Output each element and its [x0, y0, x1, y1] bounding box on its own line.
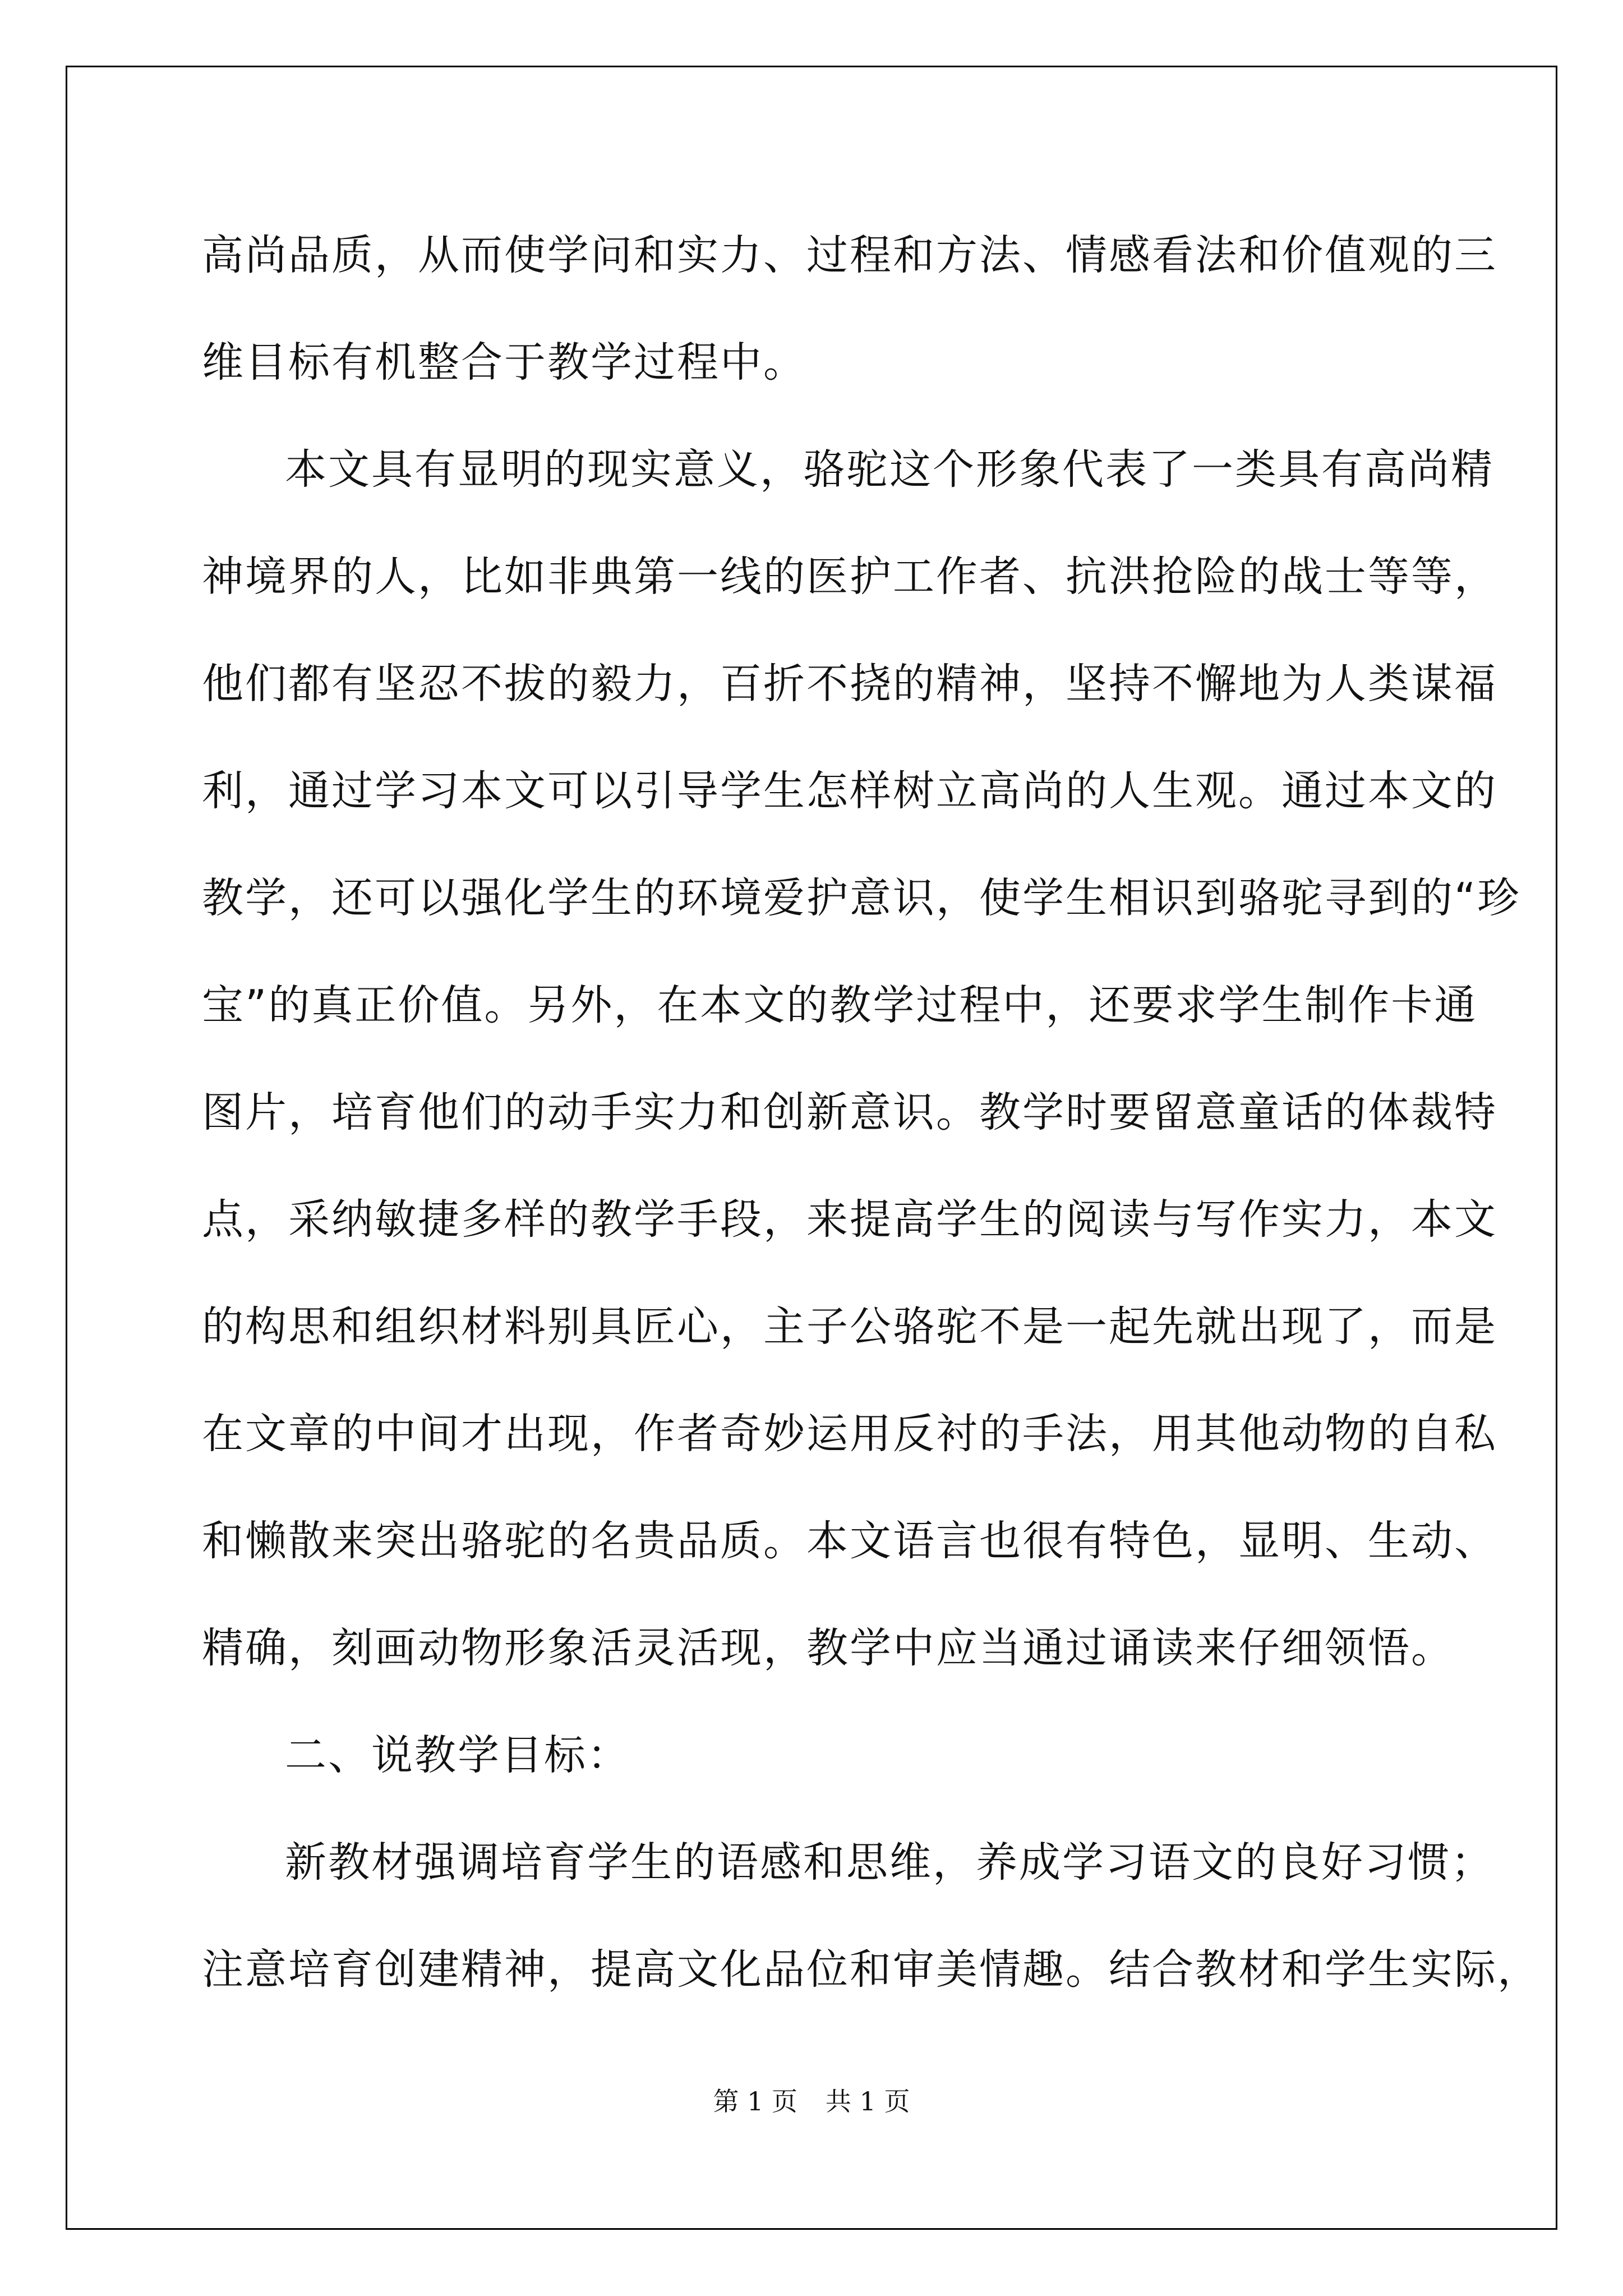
text-line: 宝”的真正价值。另外，在本文的教学过程中，还要求学生制作卡通 — [202, 981, 1478, 1029]
page-footer — [0, 2081, 1623, 2118]
text-line: 本文具有显明的现实意义，骆驼这个形象代表了一类具有高尚精 — [285, 445, 1494, 494]
document-body — [202, 202, 1541, 2023]
text-line: 的构思和组织材料别具匠心，主子公骆驼不是一起先就出现了，而是 — [202, 1303, 1497, 1351]
text-line: 教学，还可以强化学生的环境爱护意识，使学生相识到骆驼寻到的“珍 — [202, 874, 1521, 922]
text-line: 二、说教学目标： — [285, 1731, 630, 1779]
text-line: 新教材强调培育学生的语感和思维，养成学习语文的良好习惯； — [285, 1838, 1494, 1887]
text-line: 图片，培育他们的动手实力和创新意识。教学时要留意童话的体裁特 — [202, 1088, 1497, 1137]
text-line: 点，采纳敏捷多样的教学手段，来提高学生的阅读与写作实力，本文 — [202, 1195, 1497, 1244]
text-line: 他们都有坚忍不拔的毅力，百折不挠的精神，坚持不懈地为人类谋福 — [202, 660, 1497, 708]
text-line: 注意培育创建精神，提高文化品位和审美情趣。结合教材和学生实际， — [202, 1945, 1541, 1994]
text-line: 和懒散来突出骆驼的名贵品质。本文语言也很有特色，显明、生动、 — [202, 1517, 1497, 1565]
text-line: 精确，刻画动物形象活灵活现，教学中应当通过诵读来仔细领悟。 — [202, 1624, 1454, 1672]
text-line: 利，通过学习本文可以引导学生怎样树立高尚的人生观。通过本文的 — [202, 767, 1497, 815]
page-number: 第 1 页 — [713, 2086, 797, 2116]
text-line: 神境界的人，比如非典第一线的医护工作者、抗洪抢险的战士等等， — [202, 553, 1497, 601]
text-line: 维目标有机整合于教学过程中。 — [202, 338, 806, 386]
page-total: 共 1 页 — [826, 2086, 910, 2116]
text-line: 高尚品质，从而使学问和实力、过程和方法、情感看法和价值观的三 — [202, 231, 1497, 279]
text-line: 在文章的中间才出现，作者奇妙运用反衬的手法，用其他动物的自私 — [202, 1410, 1497, 1458]
